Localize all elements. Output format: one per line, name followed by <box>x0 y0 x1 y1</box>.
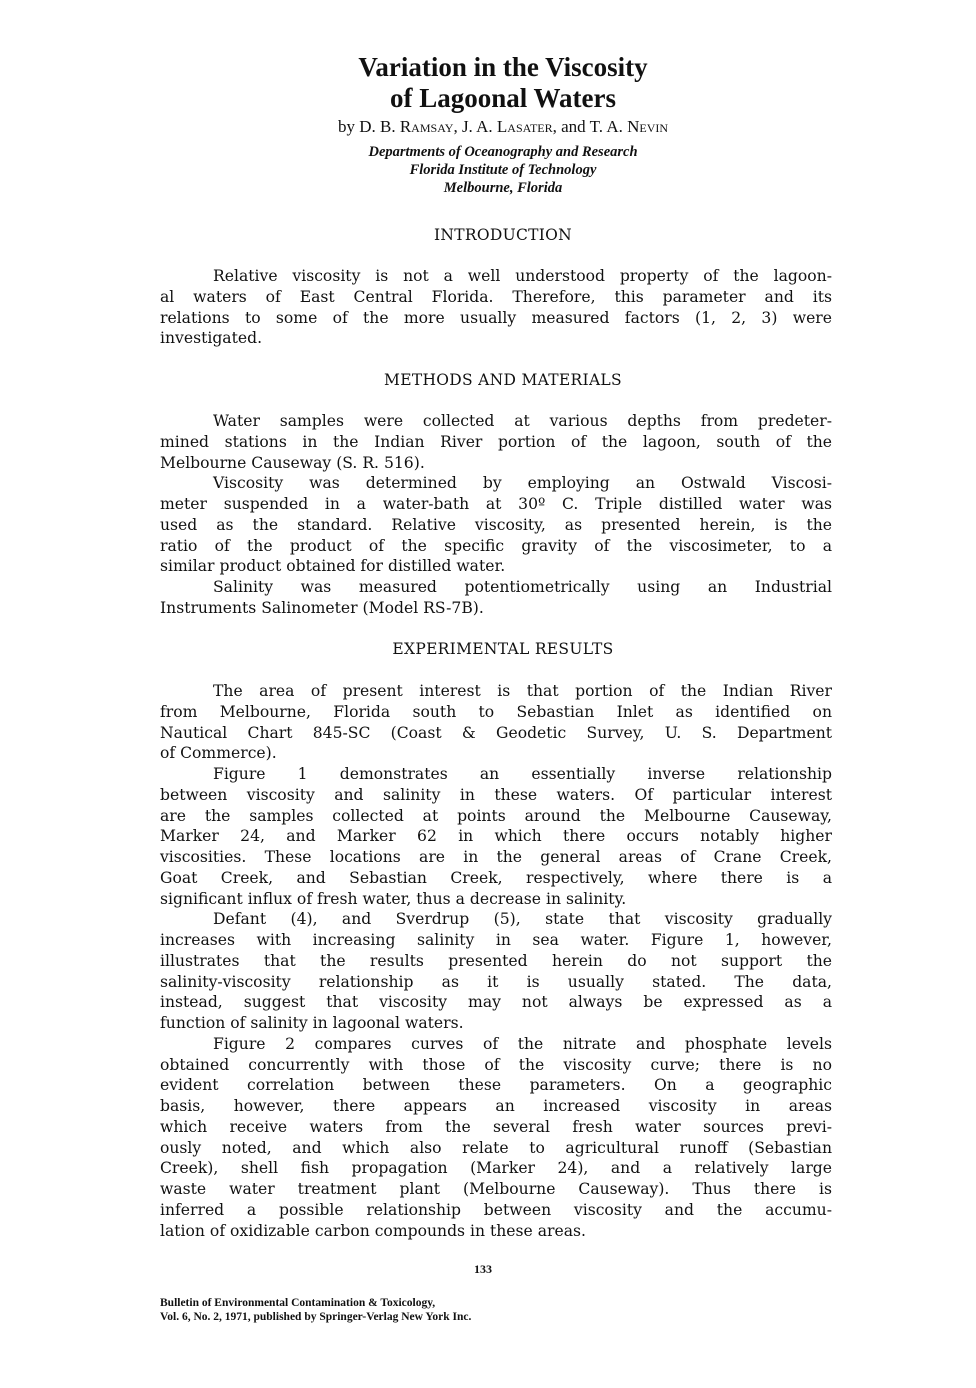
paragraph-line: al waters of East Central Florida. Therefore, this parameter and its <box>160 287 832 306</box>
paragraph-line: are the samples collected at points around the Melbourne Causeway, <box>160 806 832 825</box>
paragraph-line: The area of present interest is that portion of the Indian River <box>213 682 832 700</box>
paragraph-line: ratio of the product of the specific gravity of the viscosimeter, to a <box>160 536 832 555</box>
paragraph-line: of Commerce). <box>160 744 277 763</box>
paragraph-line: Relative viscosity is not a well understood property of the lagoon- <box>213 267 832 285</box>
paragraph-line: Nautical Chart 845-SC (Coast & Geodetic Survey, U. S. Department <box>160 723 832 742</box>
paragraph-line: viscosities. These locations are in the general areas of Crane Creek, <box>160 848 832 866</box>
paragraph-line: relations to some of the more usually measured factors (1, 2, 3) were <box>160 308 832 327</box>
footer-volume: Vol. 6, No. 2, 1971, published by Springer-Verlag New York Inc. <box>160 1311 472 1323</box>
paragraph-line: mined stations in the Indian River portion of the lagoon, south of the <box>160 432 832 451</box>
paragraph-line: Salinity was measured potentiometrically using an Industrial <box>213 578 832 596</box>
paragraph-line: Figure 1 demonstrates an essentially inverse relationship <box>213 765 832 783</box>
paragraph-line: Marker 24, and Marker 62 in which there occurs notably higher <box>160 827 832 846</box>
paragraph-line: between viscosity and salinity in these waters. Of particular interest <box>160 785 832 804</box>
paragraph-line: Goat Creek, and Sebastian Creek, respectively, where there is a <box>160 868 832 887</box>
section-heading: EXPERIMENTAL RESULTS <box>392 640 614 658</box>
paragraph-line: Figure 2 compares curves of the nitrate and phosphate levels <box>213 1034 832 1053</box>
paragraph-line: Defant (4), and Sverdrup (5), state that viscosity gradually <box>213 910 832 929</box>
paragraph-line: Viscosity was determined by employing an Ostwald Viscosi- <box>213 474 832 493</box>
author-1: Ramsay <box>399 117 454 136</box>
paragraph-line: increases with increasing salinity in sea water. Figure 1, however, <box>160 931 832 949</box>
author-3: Nevin <box>627 117 669 136</box>
paragraph-line: waste water treatment plant (Melbourne Causeway). Thus there is <box>160 1180 832 1198</box>
authors-sep: , J. A. <box>453 117 497 136</box>
paragraph-line: instead, suggest that viscosity may not always be expressed as a <box>160 993 832 1012</box>
paragraph-line: similar product obtained for distilled water. <box>160 557 506 576</box>
paragraph-line: ously noted, and which also relate to agricultural runoff (Sebastian <box>160 1138 832 1157</box>
section-heading: INTRODUCTION <box>433 226 573 244</box>
paragraph-line: Instruments Salinometer (Model RS-7B). <box>160 598 484 617</box>
paragraph-line: salinity-viscosity relationship as it is usually stated. The data, <box>160 972 832 991</box>
paragraph-line: meter suspended in a water-bath at 30º C. Triple distilled water was <box>160 495 832 513</box>
paragraph-line: used as the standard. Relative viscosity, as presented herein, is the <box>160 515 832 534</box>
paragraph-line: Creek), shell fish propagation (Marker 24), and a relatively large <box>160 1159 832 1178</box>
affiliation-city: Melbourne, Florida <box>443 180 563 196</box>
paragraph-line: investigated. <box>160 329 263 348</box>
author-2: Lasater <box>496 117 553 136</box>
paragraph-line: illustrates that the results presented herein do not support the <box>160 951 832 970</box>
page-number: 133 <box>474 1262 492 1276</box>
footer-journal: Bulletin of Environmental Contamination & Toxicology, <box>160 1297 436 1309</box>
section-heading: METHODS AND MATERIALS <box>384 371 622 389</box>
paragraph-line: lation of oxidizable carbon compounds in these areas. <box>160 1221 586 1240</box>
paragraph-line: significant influx of fresh water, thus a decrease in salinity. <box>160 889 627 908</box>
paragraph-line: from Melbourne, Florida south to Sebastian Inlet as identified on <box>160 702 832 721</box>
authors-sep: , and T. A. <box>552 117 628 136</box>
paragraph-line: Melbourne Causeway (S. R. 516). <box>160 453 425 472</box>
paragraph-line: obtained concurrently with those of the viscosity curve; there is no <box>160 1055 832 1074</box>
paragraph-line: function of salinity in lagoonal waters. <box>160 1014 464 1032</box>
affiliation-department: Departments of Oceanography and Research <box>368 144 638 160</box>
authors-by: by D. B. <box>337 117 400 136</box>
paragraph-line: basis, however, there appears an increased viscosity in areas <box>160 1097 832 1115</box>
paragraph-line: inferred a possible relationship between viscosity and the accumu- <box>160 1200 832 1219</box>
paper-title-line-1: Variation in the Viscosity <box>358 52 648 82</box>
paragraph-line: evident correlation between these parameters. On a geographic <box>160 1076 832 1095</box>
paper-title-line-2: of Lagoonal Waters <box>389 83 616 113</box>
affiliation-institute: Florida Institute of Technology <box>409 162 597 178</box>
authors <box>0 117 976 137</box>
paragraph-line: Water samples were collected at various depths from predeter- <box>213 412 832 430</box>
paragraph-line: which receive waters from the several fresh water sources previ- <box>160 1117 832 1136</box>
